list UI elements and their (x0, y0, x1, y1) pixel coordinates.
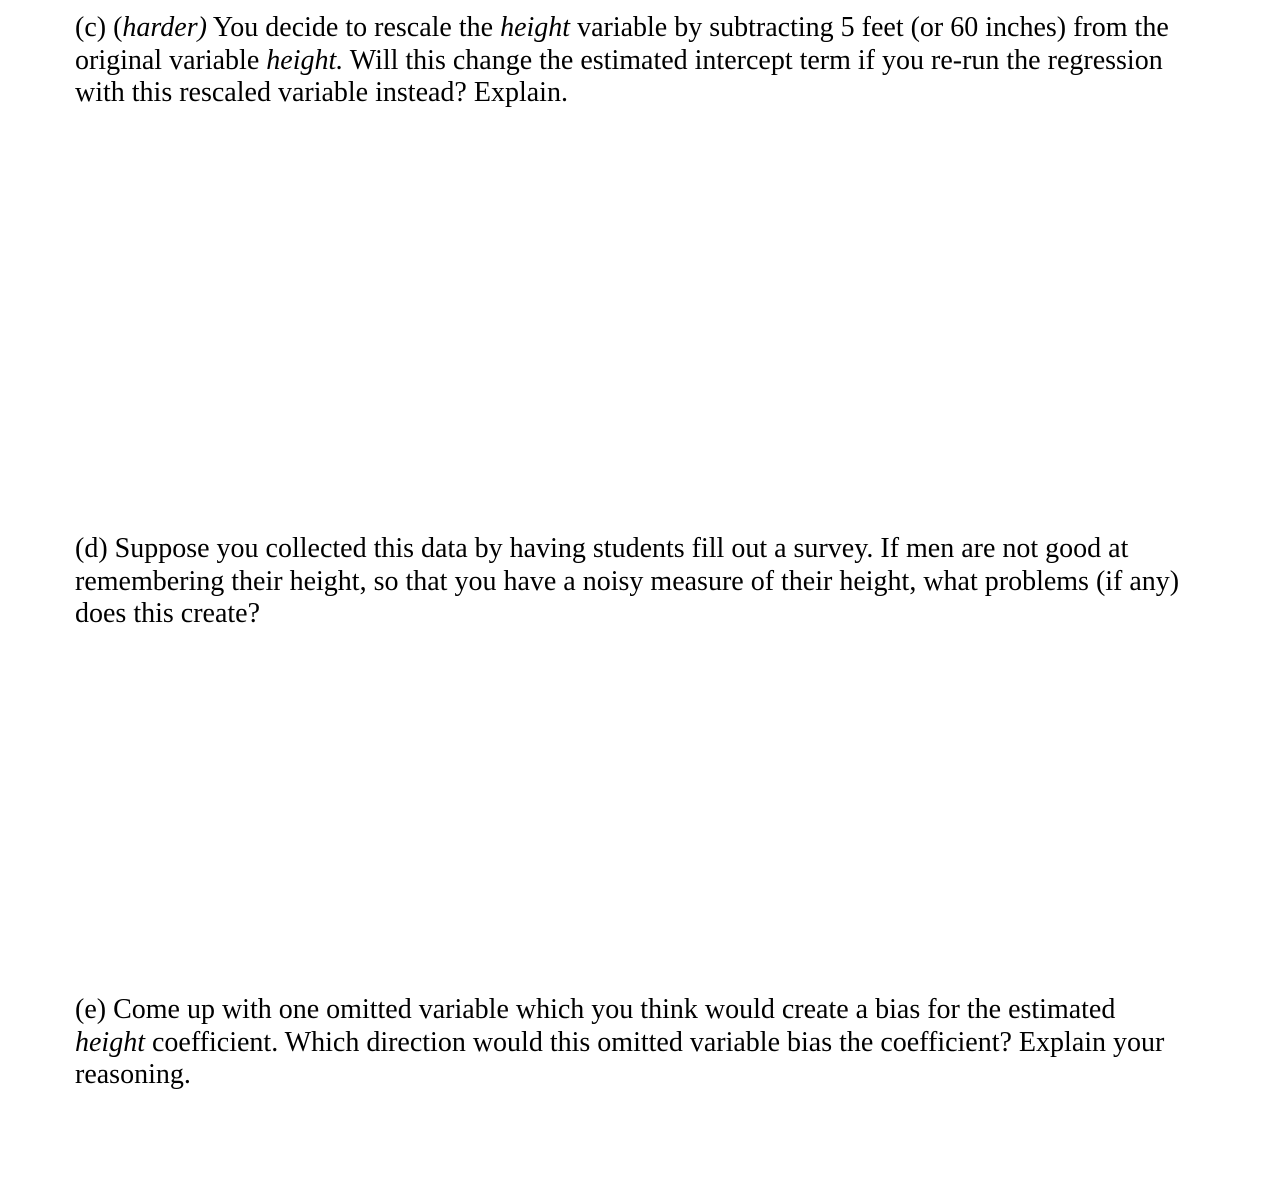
text-run: (e) Come up with one omitted variable which you think would create a bias for the estimated (75, 994, 1116, 1025)
question-c (75, 12, 1200, 110)
text-run: remembering their height, so that you have a noisy measure of their height, what problems (if any) (75, 565, 1180, 597)
question-d-line-2 (75, 566, 1200, 599)
text-run-italic: height (75, 1026, 145, 1058)
text-run: reasoning. (75, 1059, 191, 1090)
question-c-line-3 (75, 77, 1200, 110)
question-e-line-2 (75, 1027, 1200, 1060)
text-run-italic: harder) (122, 12, 207, 43)
question-c-line-2 (75, 45, 1200, 78)
question-c-line-1 (75, 12, 1200, 45)
text-run: does this create? (75, 598, 261, 629)
question-e-line-1 (75, 994, 1200, 1027)
question-d-line-1 (75, 533, 1200, 566)
text-run: (d) Suppose you collected this data by having students fill out a survey. If men are not good at (75, 533, 1129, 564)
text-run: with this rescaled variable instead? Explain. (75, 77, 568, 108)
text-run: Will this change the estimated intercept term if you re-run the regression (343, 44, 1163, 76)
text-run: variable by subtracting 5 feet (or 60 inches) from the (570, 12, 1169, 43)
text-run: coefficient. Which direction would this omitted variable bias the coefficient? Explain your (145, 1026, 1165, 1058)
question-d (75, 533, 1200, 631)
text-run-italic: height. (266, 44, 344, 76)
text-run: (c) ( (75, 12, 123, 43)
question-e-line-3 (75, 1059, 1200, 1092)
text-run-italic: height (500, 12, 571, 43)
text-run: You decide to rescale the (206, 12, 501, 43)
question-d-line-3 (75, 598, 1200, 631)
question-e (75, 994, 1200, 1092)
text-run: original variable (75, 44, 267, 76)
